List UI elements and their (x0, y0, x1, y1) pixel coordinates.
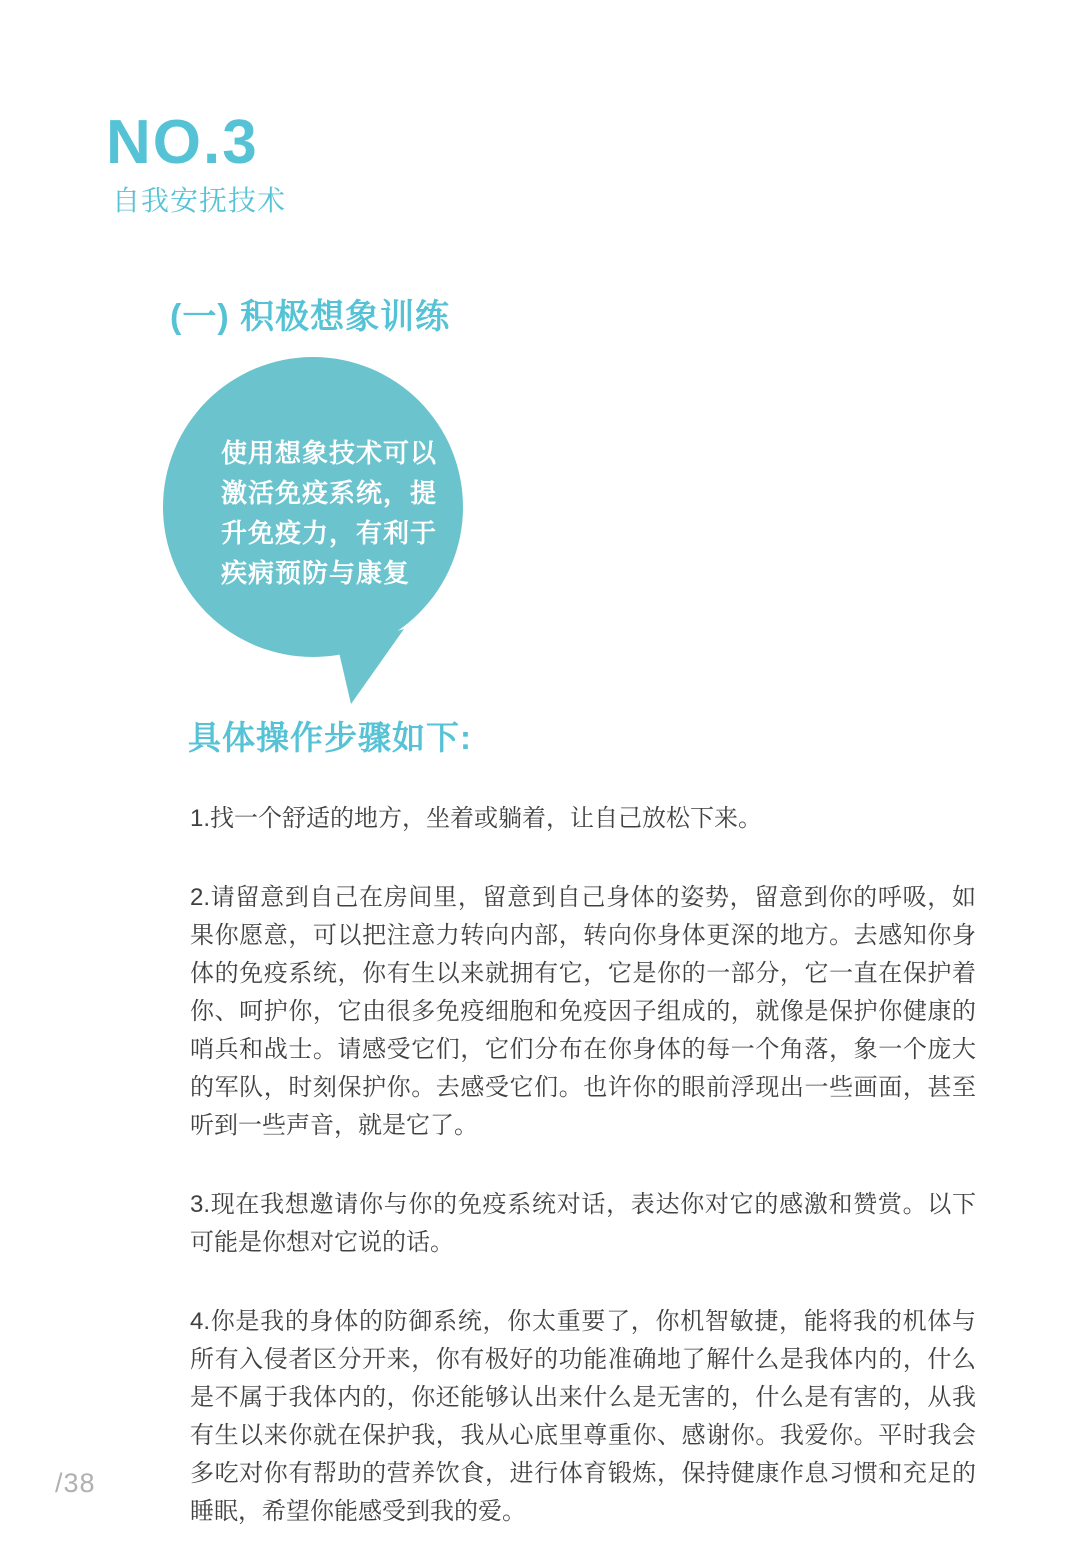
speech-bubble (163, 350, 463, 710)
section-heading: (一) 积极想象训练 (170, 298, 451, 336)
step-paragraph-3: 3.现在我想邀请你与你的免疫系统对话，表达你对它的感激和赞赏。以下可能是你想对它说的话。 (190, 1191, 976, 1256)
step-paragraph-4: 4.你是我的身体的防御系统，你太重要了，你机智敏捷，能将我的机体与所有入侵者区分开来，你有极好的功能准确地了解什么是我体内的，什么是不属于我体内的，你还能够认出来什么是无害的，什么是有害的，从我有生以来你就在保护我，我从心底里尊重你、感谢你。我爱你。平时我会多吃对你有帮助的营养饮食，进行体育锻炼，保持健康作息习惯和充足的睡眠，希望你能感受到我的爱。 (190, 1308, 976, 1525)
speech-bubble-text (221, 433, 437, 593)
step-paragraph-2: 2.请留意到自己在房间里，留意到自己身体的姿势，留意到你的呼吸，如果你愿意，可以把注意力转向内部，转向你身体更深的地方。去感知你身体的免疫系统，你有生以来就拥有它，它是你的一部分，它一直在保护着你、呵护你，它由很多免疫细胞和免疫因子组成的，就像是保护你健康的哨兵和战士。请感受它们，它们分布在你身体的每一个角落，象一个庞大的军队，时刻保护你。去感受它们。也许你的眼前浮现出一些画面，甚至听到一些声音，就是它了。 (190, 884, 976, 1139)
speech-bubble-line: 激活免疫系统，提 (221, 478, 438, 508)
chapter-title: 自我安抚技术 (112, 185, 287, 216)
speech-bubble-line: 疾病预防与康复 (221, 558, 411, 588)
steps-heading: 具体操作步骤如下: (188, 719, 472, 756)
chapter-number: NO.3 (106, 108, 259, 177)
speech-bubble-line: 使用想象技术可以 (221, 438, 438, 468)
steps-body (190, 800, 976, 1531)
step-paragraph-1: 1.找一个舒适的地方，坐着或躺着，让自己放松下来。 (190, 805, 763, 832)
page-number: /38 (55, 1468, 96, 1498)
speech-bubble-line: 升免疫力，有利于 (221, 518, 438, 548)
